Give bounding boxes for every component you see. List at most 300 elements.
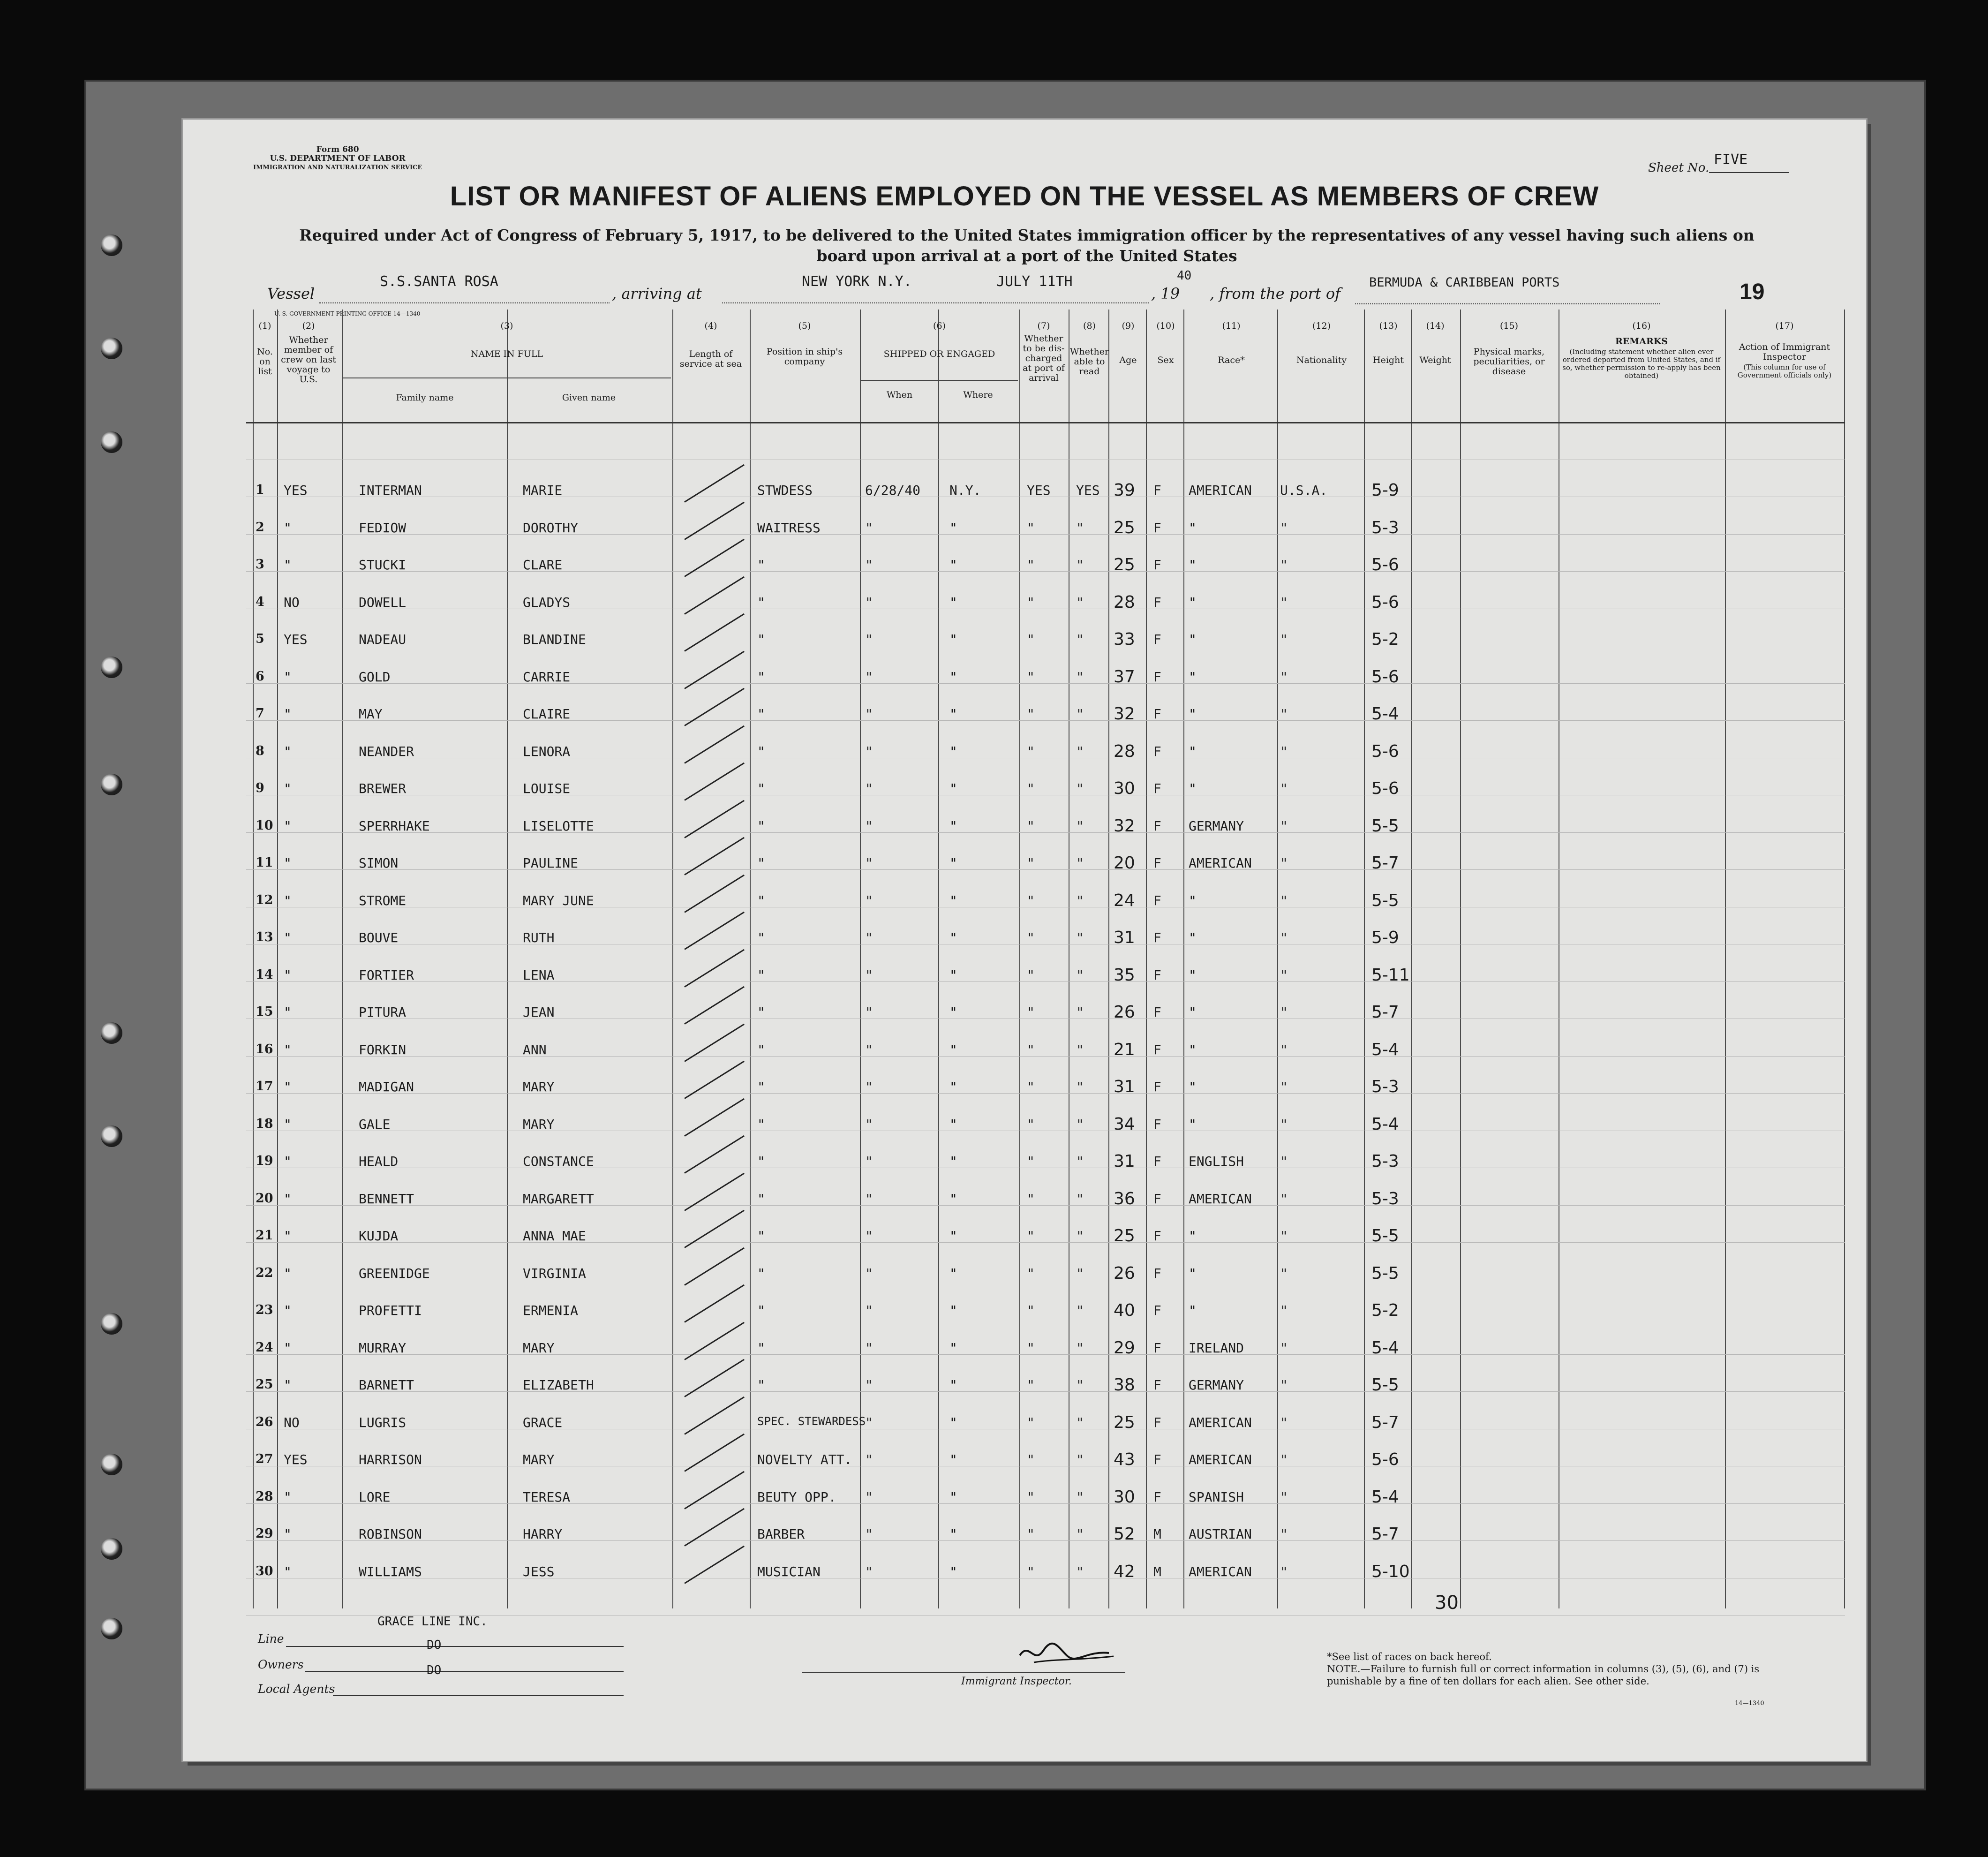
cell-age: 38: [1114, 1375, 1135, 1395]
cell-where: ": [949, 1377, 957, 1393]
form-title: LIST OR MANIFEST OF ALIENS EMPLOYED ON THE VESSEL AS MEMBERS OF CREW: [450, 181, 1599, 211]
cell-discharged: ": [1027, 557, 1035, 573]
form-subtitle: Required under Act of Congress of February 5, 1917, to be delivered to the United States immigration officer by the representatives of any vessel having such aliens on board upon arrival at a port of the United States: [299, 226, 1755, 265]
cell-position: ": [757, 1116, 765, 1132]
col3-header: NAME IN FULL: [470, 349, 543, 359]
cell-age: 36: [1114, 1189, 1135, 1208]
cell-where: N.Y.: [949, 483, 981, 498]
agents-value: DO: [427, 1663, 442, 1677]
cell-no: 9: [256, 781, 264, 795]
cell-prev: ": [284, 1526, 292, 1542]
cell-given: CONSTANCE: [523, 1154, 594, 1169]
cell-family: GREENIDGE: [359, 1265, 430, 1281]
cell-where: ": [949, 967, 957, 983]
cell-where: ": [949, 594, 957, 610]
col16-header: REMARKS: [1615, 336, 1668, 347]
owners-label: Owners: [258, 1658, 304, 1671]
col9-header: Age: [1119, 355, 1137, 365]
cell-read: ": [1076, 1265, 1084, 1281]
crew-table: [246, 310, 1845, 1608]
cell-where: ": [949, 1116, 957, 1132]
cell-where: ": [949, 1004, 957, 1020]
cell-nationality: ": [1280, 930, 1288, 945]
cell-nationality: ": [1280, 818, 1288, 834]
cell-sex: F: [1153, 706, 1161, 722]
punch-hole: [101, 234, 122, 256]
cell-sex: F: [1153, 632, 1161, 647]
cell-age: 31: [1114, 1152, 1135, 1171]
cell-position: ": [757, 1303, 765, 1318]
cell-when: ": [865, 1079, 873, 1095]
cell-race: ": [1189, 1228, 1197, 1244]
arriving-underline: [722, 302, 980, 303]
cell-sex: M: [1153, 1526, 1161, 1542]
cell-sex: F: [1153, 781, 1161, 796]
cell-discharged: ": [1027, 1079, 1035, 1095]
cell-read: ": [1076, 743, 1084, 759]
column-rule: [672, 310, 673, 1608]
cell-family: LUGRIS: [359, 1414, 407, 1430]
column-rule: [1460, 310, 1461, 1608]
cell-nationality: ": [1280, 1526, 1288, 1542]
cell-when: ": [865, 892, 873, 908]
cell-when: ": [865, 1563, 873, 1579]
col14-header: Weight: [1419, 355, 1451, 365]
cell-age: 29: [1114, 1338, 1135, 1358]
cell-read: YES: [1076, 483, 1100, 498]
cell-prev: ": [284, 1079, 292, 1095]
cell-nationality: ": [1280, 1191, 1288, 1207]
cell-position: ": [757, 743, 765, 759]
line-value: GRACE LINE INC.: [377, 1615, 488, 1629]
cell-nationality: ": [1280, 743, 1288, 759]
col3b-header: Given name: [562, 393, 616, 403]
cell-when: ": [865, 1191, 873, 1207]
cell-sex: F: [1153, 743, 1161, 759]
cell-given: BLANDINE: [523, 632, 586, 647]
cell-race: ": [1189, 669, 1197, 685]
cell-height: 5-3: [1371, 518, 1399, 537]
cell-given: LENORA: [523, 743, 571, 759]
cell-age: 26: [1114, 1263, 1135, 1283]
cell-given: LENA: [523, 967, 555, 983]
cell-when: ": [865, 632, 873, 647]
punch-hole: [101, 1125, 122, 1147]
cell-position: ": [757, 1377, 765, 1393]
cell-prev: ": [284, 855, 292, 871]
cell-when: ": [865, 1265, 873, 1281]
cell-when: ": [865, 594, 873, 610]
punch-hole: [101, 338, 122, 359]
cell-family: PITURA: [359, 1004, 407, 1020]
cell-family: STUCKI: [359, 557, 407, 573]
cell-prev: ": [284, 1004, 292, 1020]
cell-race: GERMANY: [1189, 818, 1244, 834]
sheet-label: Sheet No.: [1648, 161, 1709, 175]
cell-position: ": [757, 632, 765, 647]
cell-family: PROFETTI: [359, 1303, 422, 1318]
cell-no: 7: [256, 706, 264, 721]
punch-hole: [101, 1313, 122, 1335]
cell-race: ": [1189, 1265, 1197, 1281]
from-port-underline: [1355, 303, 1660, 304]
cell-family: WILLIAMS: [359, 1563, 422, 1579]
col16-subheader: (Including statement whether alien ever ordered deported from United States, and if so, whether permission to re-apply has been obtained): [1562, 347, 1721, 380]
row-rule: [246, 1503, 1845, 1504]
column-rule: [938, 310, 939, 1608]
cell-no: 27: [256, 1452, 273, 1466]
cell-nationality: ": [1280, 706, 1288, 722]
cell-family: SIMON: [359, 855, 399, 871]
cell-when: ": [865, 1452, 873, 1467]
cell-race: IRELAND: [1189, 1340, 1244, 1356]
cell-sex: F: [1153, 1116, 1161, 1132]
vessel-value: S.S.SANTA ROSA: [380, 273, 498, 290]
cell-age: 30: [1114, 1487, 1135, 1507]
cell-prev: ": [284, 520, 292, 536]
cell-when: ": [865, 1377, 873, 1393]
cell-read: ": [1076, 669, 1084, 685]
cell-sex: F: [1153, 1340, 1161, 1356]
column-rule: [1146, 310, 1147, 1608]
cell-height: 5-4: [1371, 1338, 1399, 1358]
cell-race: ": [1189, 1079, 1197, 1095]
row-rule: [246, 1391, 1845, 1392]
cell-height: 5-4: [1371, 1040, 1399, 1059]
cell-age: 40: [1114, 1301, 1135, 1320]
cell-discharged: ": [1027, 1414, 1035, 1430]
cell-sex: F: [1153, 1489, 1161, 1505]
cell-family: LORE: [359, 1489, 391, 1505]
cell-no: 21: [256, 1228, 273, 1243]
cell-discharged: ": [1027, 669, 1035, 685]
cell-age: 25: [1114, 555, 1135, 574]
vessel-label: Vessel: [267, 285, 315, 302]
cell-given: GRACE: [523, 1414, 563, 1430]
row-rule: [246, 534, 1845, 535]
cell-height: 5-6: [1371, 779, 1399, 798]
cell-sex: F: [1153, 855, 1161, 871]
cell-discharged: ": [1027, 1303, 1035, 1318]
cell-given: HARRY: [523, 1526, 563, 1542]
cell-read: ": [1076, 967, 1084, 983]
cell-where: ": [949, 1340, 957, 1356]
cell-no: 30: [256, 1563, 273, 1578]
cell-discharged: ": [1027, 594, 1035, 610]
cell-when: ": [865, 1004, 873, 1020]
cell-read: ": [1076, 1452, 1084, 1467]
cell-age: 37: [1114, 667, 1135, 687]
cell-prev: ": [284, 1265, 292, 1281]
cell-sex: F: [1153, 930, 1161, 945]
cell-when: ": [865, 1116, 873, 1132]
row-rule: [246, 422, 1845, 423]
cell-age: 32: [1114, 704, 1135, 724]
cell-height: 5-9: [1371, 481, 1399, 500]
cell-nationality: ": [1280, 967, 1288, 983]
cell-sex: F: [1153, 1452, 1161, 1467]
cell-given: JESS: [523, 1563, 555, 1579]
cell-nationality: ": [1280, 1489, 1288, 1505]
cell-position: ": [757, 594, 765, 610]
col16-num: (16): [1632, 321, 1651, 331]
cell-read: ": [1076, 632, 1084, 647]
cell-where: ": [949, 892, 957, 908]
col11-header: Race*: [1218, 355, 1245, 365]
cell-when: ": [865, 1042, 873, 1057]
cell-sex: F: [1153, 1414, 1161, 1430]
cell-no: 19: [256, 1154, 273, 1168]
cell-discharged: ": [1027, 1004, 1035, 1020]
cell-age: 20: [1114, 853, 1135, 873]
cell-sex: F: [1153, 483, 1161, 498]
col14-num: (14): [1426, 321, 1445, 331]
cell-position: ": [757, 930, 765, 945]
col7-header: Whether to be dis-charged at port of arrival: [1023, 333, 1065, 383]
cell-discharged: ": [1027, 855, 1035, 871]
service-name: IMMIGRATION AND NATURALIZATION SERVICE: [253, 164, 422, 171]
cell-no: 6: [256, 669, 264, 684]
column-rule: [1277, 310, 1278, 1608]
cell-nationality: ": [1280, 520, 1288, 536]
cell-prev: YES: [284, 632, 308, 647]
cell-where: ": [949, 1191, 957, 1207]
cell-prev: ": [284, 930, 292, 945]
cell-when: 6/28/40: [865, 483, 921, 498]
cell-height: 5-5: [1371, 1375, 1399, 1395]
cell-family: BENNETT: [359, 1191, 414, 1207]
cell-nationality: ": [1280, 1414, 1288, 1430]
sheet-value: FIVE: [1714, 151, 1748, 168]
cell-sex: F: [1153, 1377, 1161, 1393]
cell-family: BARNETT: [359, 1377, 414, 1393]
cell-position: SPEC. STEWARDESS: [757, 1414, 866, 1428]
cell-sex: F: [1153, 520, 1161, 536]
row-rule: [246, 683, 1845, 684]
cell-height: 5-2: [1371, 1301, 1399, 1320]
col4-num: (4): [704, 321, 717, 331]
col11-num: (11): [1222, 321, 1241, 331]
cell-where: ": [949, 743, 957, 759]
cell-given: VIRGINIA: [523, 1265, 586, 1281]
cell-given: ERMENIA: [523, 1303, 579, 1318]
cell-position: MUSICIAN: [757, 1563, 821, 1579]
cell-read: ": [1076, 1042, 1084, 1057]
cell-nationality: ": [1280, 1228, 1288, 1244]
cell-where: ": [949, 632, 957, 647]
cell-read: ": [1076, 1191, 1084, 1207]
owners-value: DO: [427, 1638, 442, 1652]
line-label: Line: [258, 1632, 284, 1646]
cell-where: ": [949, 1452, 957, 1467]
cell-family: FORTIER: [359, 967, 414, 983]
cell-sex: F: [1153, 818, 1161, 834]
col13-num: (13): [1379, 321, 1398, 331]
cell-position: WAITRESS: [757, 520, 821, 536]
cell-height: 5-9: [1371, 928, 1399, 947]
punch-hole: [101, 657, 122, 678]
cell-height: 5-5: [1371, 891, 1399, 910]
cell-height: 5-3: [1371, 1077, 1399, 1096]
cell-position: ": [757, 1265, 765, 1281]
cell-no: 11: [256, 855, 273, 870]
cell-age: 28: [1114, 741, 1135, 761]
cell-read: ": [1076, 930, 1084, 945]
cell-no: 2: [256, 520, 264, 535]
cell-position: ": [757, 1340, 765, 1356]
cell-given: JEAN: [523, 1004, 555, 1020]
cell-nationality: ": [1280, 781, 1288, 796]
cell-nationality: ": [1280, 632, 1288, 647]
cell-read: ": [1076, 1079, 1084, 1095]
cell-when: ": [865, 1526, 873, 1542]
row-rule: [246, 1540, 1845, 1541]
cell-no: 5: [256, 632, 264, 646]
cell-family: BREWER: [359, 781, 407, 796]
agents-label: Local Agents: [258, 1682, 335, 1696]
cell-race: ": [1189, 1004, 1197, 1020]
cell-race: ": [1189, 706, 1197, 722]
vessel-underline: [319, 302, 610, 303]
cell-when: ": [865, 1228, 873, 1244]
department-name: U.S. DEPARTMENT OF LABOR: [270, 154, 406, 163]
cell-race: ": [1189, 594, 1197, 610]
cell-family: MAY: [359, 706, 383, 722]
col12-num: (12): [1312, 321, 1331, 331]
cell-given: MARY: [523, 1452, 555, 1467]
cell-discharged: ": [1027, 706, 1035, 722]
column-rule: [1364, 310, 1365, 1608]
cell-height: 5-6: [1371, 741, 1399, 761]
cell-sex: F: [1153, 1303, 1161, 1318]
cell-when: ": [865, 557, 873, 573]
cell-when: ": [865, 855, 873, 871]
cell-discharged: ": [1027, 1526, 1035, 1542]
cell-prev: ": [284, 743, 292, 759]
cell-discharged: ": [1027, 743, 1035, 759]
cell-sex: F: [1153, 669, 1161, 685]
cell-discharged: ": [1027, 818, 1035, 834]
punch-hole: [101, 431, 122, 453]
cell-position: ": [757, 669, 765, 685]
row-rule: [246, 1354, 1845, 1355]
cell-family: GOLD: [359, 669, 391, 685]
row-rule: [246, 1056, 1845, 1057]
col3a-header: Family name: [396, 393, 454, 403]
manifest-footer: [183, 1592, 1866, 1751]
cell-height: 5-11: [1371, 965, 1410, 985]
cell-nationality: ": [1280, 1563, 1288, 1579]
col17-num: (17): [1775, 321, 1794, 331]
cell-when: ": [865, 1340, 873, 1356]
cell-family: HARRISON: [359, 1452, 422, 1467]
cell-nationality: ": [1280, 1303, 1288, 1318]
cell-given: CLAIRE: [523, 706, 571, 722]
cell-race: AMERICAN: [1189, 1563, 1252, 1579]
cell-height: 5-5: [1371, 1263, 1399, 1283]
cell-age: 33: [1114, 630, 1135, 649]
column-rule: [1411, 310, 1412, 1608]
cell-height: 5-6: [1371, 592, 1399, 612]
cell-prev: ": [284, 669, 292, 685]
agents-underline: [333, 1695, 624, 1696]
col6-header: SHIPPED OR ENGAGED: [883, 349, 995, 359]
cell-when: ": [865, 930, 873, 945]
cell-given: RUTH: [523, 930, 555, 945]
cell-nationality: ": [1280, 1079, 1288, 1095]
arriving-value: NEW YORK N.Y.: [802, 273, 912, 290]
cell-where: ": [949, 1042, 957, 1057]
cell-where: ": [949, 669, 957, 685]
row-rule: [246, 832, 1845, 833]
cell-no: 25: [256, 1377, 273, 1392]
col6a-header: When: [886, 390, 913, 400]
cell-family: HEALD: [359, 1154, 399, 1169]
cell-nationality: ": [1280, 557, 1288, 573]
cell-position: BEUTY OPP.: [757, 1489, 836, 1505]
cell-where: ": [949, 706, 957, 722]
cell-no: 8: [256, 743, 264, 758]
cell-position: ": [757, 892, 765, 908]
row-rule: [246, 869, 1845, 870]
cell-read: ": [1076, 557, 1084, 573]
cell-position: ": [757, 1042, 765, 1057]
cell-family: ROBINSON: [359, 1526, 422, 1542]
from-port-label: , from the port of: [1210, 285, 1341, 302]
cell-discharged: ": [1027, 1191, 1035, 1207]
col7-num: (7): [1037, 321, 1050, 331]
cell-when: ": [865, 1154, 873, 1169]
cell-position: ": [757, 1191, 765, 1207]
cell-discharged: ": [1027, 930, 1035, 945]
cell-family: STROME: [359, 892, 407, 908]
cell-age: 25: [1114, 1412, 1135, 1432]
printing-office: U. S. GOVERNMENT PRINTING OFFICE 14—1340: [274, 310, 421, 317]
cell-read: ": [1076, 1303, 1084, 1318]
cell-prev: ": [284, 1042, 292, 1057]
cell-discharged: ": [1027, 1563, 1035, 1579]
cell-when: ": [865, 781, 873, 796]
row-rule: [246, 1205, 1845, 1206]
column-rule: [507, 310, 508, 1608]
subheader-rule: [861, 380, 1018, 381]
col15-header: Physical marks, peculiarities, or disease: [1473, 347, 1545, 377]
cell-where: ": [949, 930, 957, 945]
cell-no: 10: [256, 818, 273, 833]
cell-discharged: ": [1027, 1228, 1035, 1244]
cell-where: ": [949, 1563, 957, 1579]
column-rule: [860, 310, 861, 1608]
cell-race: ": [1189, 930, 1197, 945]
cell-discharged: YES: [1027, 483, 1051, 498]
col3-num: (3): [500, 321, 513, 331]
cell-no: 23: [256, 1303, 273, 1317]
cell-when: ": [865, 1303, 873, 1318]
inspector-signature: [1015, 1637, 1118, 1669]
cell-given: CLARE: [523, 557, 563, 573]
cell-given: ANNA MAE: [523, 1228, 586, 1244]
cell-race: AMERICAN: [1189, 1191, 1252, 1207]
cell-nationality: U.S.A.: [1280, 483, 1328, 498]
column-rule: [1844, 310, 1845, 1608]
cell-discharged: ": [1027, 520, 1035, 536]
year-prefix: , 19: [1151, 285, 1180, 302]
cell-when: ": [865, 669, 873, 685]
row-rule: [246, 1093, 1845, 1094]
cell-position: ": [757, 967, 765, 983]
cell-position: ": [757, 1154, 765, 1169]
col5-header: Position in ship's company: [766, 347, 843, 367]
